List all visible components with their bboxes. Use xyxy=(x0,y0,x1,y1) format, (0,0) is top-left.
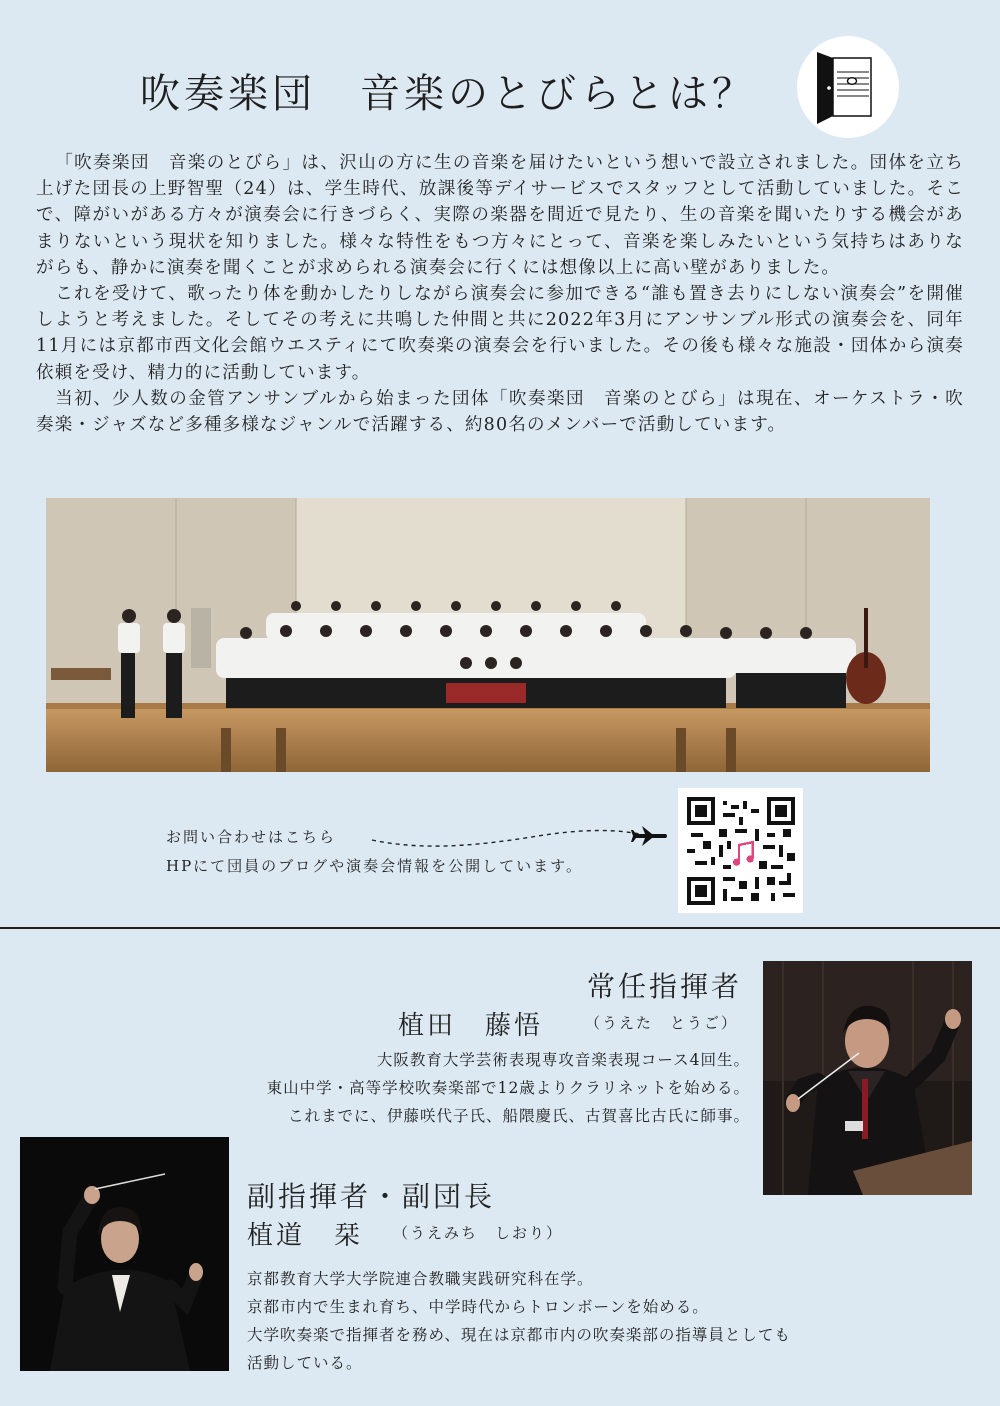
intro-paragraph-3: 当初、少人数の金管アンサンブルから始まった団体「吹奏楽団 音楽のとびら」は現在、オーケストラ・吹奏楽・ジャズなど多種多様なジャンルで活躍する、約80名のメンバーで活動しています。 xyxy=(36,388,964,436)
conductor-name: 植田 藤悟 xyxy=(398,1011,544,1041)
vice-bio-line: 京都教育大学大学院連合教職実践研究科在学。 xyxy=(247,1270,594,1288)
conductor-photo xyxy=(763,961,972,1195)
conductor-bio xyxy=(267,1046,750,1130)
vice-bio-line: 活動している。 xyxy=(247,1354,363,1372)
airplane-icon xyxy=(368,818,668,862)
intro-paragraph-1: 「吹奏楽団 音楽のとびら」は、沢山の方に生の音楽を届けたいという想いで設立されました。団体を立ち上げた団長の上野智聖（24）は、学生時代、放課後等デイサービスでスタッフとして活動していました。そこで、障がいがある方々が演奏会に行きづらく、実際の楽器を間近で見たり、生の音楽を聞いたりする機会があまりないという現状を知りました。様々な特性をもつ方々にとって、音楽を楽しみたいという気持ちはありながらも、静かに演奏を聞くことが求められる演奏会に行くには想像以上に高い壁がありました。 xyxy=(36,153,964,278)
vice-conductor-name: 植道 栞 xyxy=(247,1221,364,1251)
contact-label: お問い合わせはこちら xyxy=(166,828,337,846)
vice-conductor-bio xyxy=(247,1265,791,1377)
conductor-title: 常任指揮者 xyxy=(586,970,742,1003)
intro-text xyxy=(36,150,964,438)
page-title: 吹奏楽団 音楽のとびらとは？ xyxy=(140,71,756,117)
conductor-bio-line: 東山中学・高等学校吹奏楽部で12歳よりクラリネットを始める。 xyxy=(266,1079,750,1097)
vice-bio-line: 大学吹奏楽で指揮者を務め、現在は京都市内の吹奏楽部の指導員としても xyxy=(247,1326,791,1344)
conductor-reading: （うえた とうご） xyxy=(585,1014,739,1032)
vice-conductor-reading: （うえみち しおり） xyxy=(393,1224,564,1242)
intro-paragraph-2: これを受けて、歌ったり体を動かしたりしながら演奏会に参加できる“誰も置き去りにしない演奏会”を開催しようと考えました。そしてその考えに共鳴した仲間と共に2022年3月にアンサンブル形式の演奏会を、同年11月には京都市西文化会館ウエスティにて吹奏楽の演奏会を行いました。その後も様々な施設・団体から演奏依頼を受け、精力的に活動しています。 xyxy=(36,284,964,383)
qr-code[interactable] xyxy=(678,788,803,913)
contact-description: HPにて団員のブログや演奏会情報を公開しています。 xyxy=(166,857,583,875)
door-music-icon xyxy=(797,36,899,138)
section-divider xyxy=(0,927,1000,929)
vice-conductor-photo xyxy=(20,1137,229,1371)
vice-bio-line: 京都市内で生まれ育ち、中学時代からトロンボーンを始める。 xyxy=(247,1298,709,1316)
conductor-bio-line: 大阪教育大学芸術表現専攻音楽表現コース4回生。 xyxy=(376,1051,750,1069)
conductor-bio-line: これまでに、伊藤咲代子氏、船隈慶氏、古賀喜比古氏に師事。 xyxy=(287,1107,750,1125)
band-photo xyxy=(46,498,930,772)
vice-conductor-title: 副指揮者・副団長 xyxy=(247,1180,496,1213)
